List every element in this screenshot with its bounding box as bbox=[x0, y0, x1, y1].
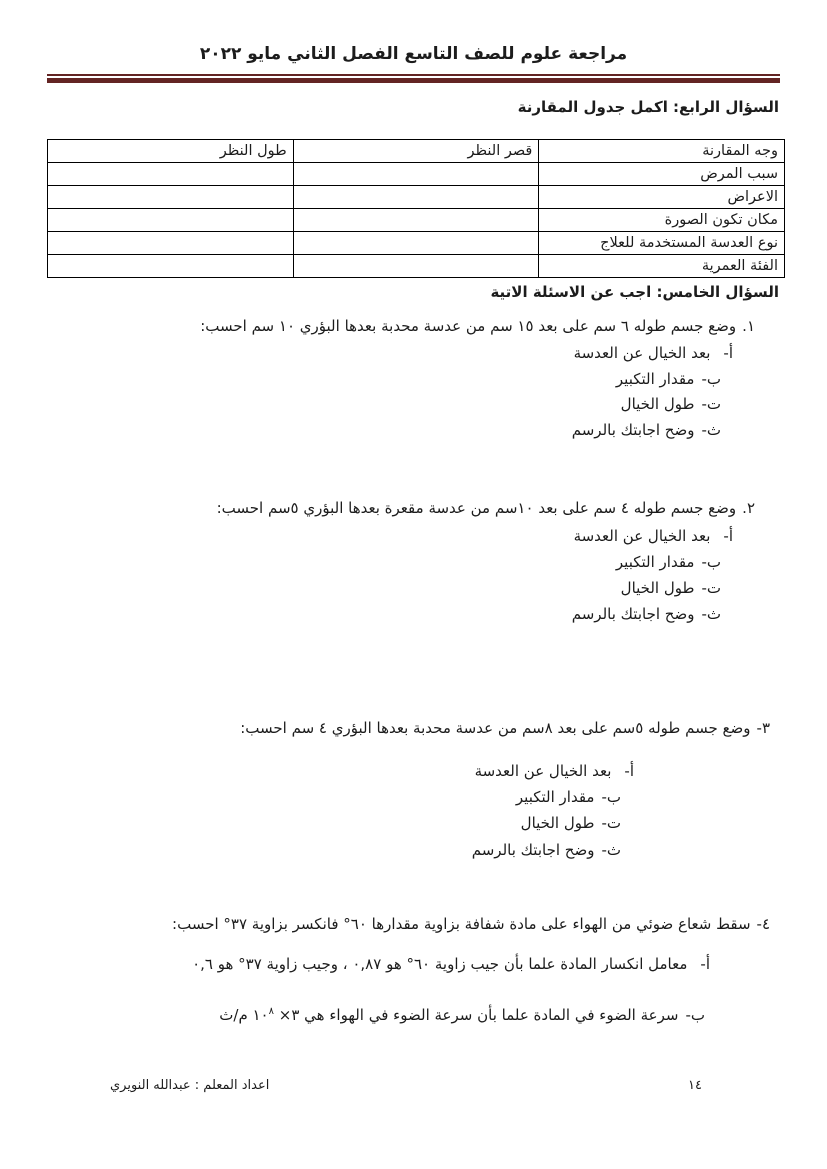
sub-text: طول الخيال bbox=[520, 814, 595, 832]
comparison-table bbox=[47, 139, 785, 278]
question-3 bbox=[240, 719, 770, 737]
sub-marker: ث- bbox=[601, 841, 621, 859]
sub-text: بعد الخيال عن العدسة bbox=[474, 762, 612, 780]
question-marker: ٣- bbox=[756, 719, 770, 737]
answer-cell bbox=[48, 255, 294, 278]
question-3-sub-d bbox=[472, 841, 621, 859]
answer-cell bbox=[48, 163, 294, 186]
sub-marker: ث- bbox=[701, 421, 721, 439]
sub-marker: أ- bbox=[723, 344, 733, 362]
divider-thick-line bbox=[47, 78, 780, 83]
row-label-cell: الاعراض bbox=[539, 186, 785, 209]
sub-marker: ب- bbox=[701, 553, 721, 571]
sub-text: بعد الخيال عن العدسة bbox=[573, 527, 711, 545]
sub-marker: ب- bbox=[685, 1006, 705, 1024]
table-row bbox=[48, 255, 785, 278]
sub-marker: أ- bbox=[624, 762, 634, 780]
answer-cell bbox=[48, 186, 294, 209]
question-3-sub-a bbox=[475, 762, 634, 780]
answer-cell bbox=[293, 163, 539, 186]
question-3-sub-c bbox=[521, 814, 621, 832]
sub-text: وضح اجابتك بالرسم bbox=[571, 421, 695, 439]
answer-cell bbox=[48, 209, 294, 232]
sub-text: مقدار التكبير bbox=[615, 553, 695, 571]
table-header-row bbox=[48, 140, 785, 163]
row-label-cell: مكان تكون الصورة bbox=[539, 209, 785, 232]
question-2-sub-b bbox=[616, 553, 721, 571]
sub-marker: ت- bbox=[701, 395, 721, 413]
question-text: سقط شعاع ضوئي من الهواء على مادة شفافة بزاوية مقدارها ٦٠° فانكسر بزاوية ٣٧° احسب: bbox=[172, 915, 751, 933]
header-cell-aspect: وجه المقارنة bbox=[539, 140, 785, 163]
row-label-cell: سبب المرض bbox=[539, 163, 785, 186]
question-4-sub-a bbox=[192, 955, 710, 973]
sub-text: بعد الخيال عن العدسة bbox=[573, 344, 711, 362]
sub-text: سرعة الضوء في المادة علما بأن سرعة الضوء في الهواء هي ٣× ١٠ bbox=[252, 1006, 679, 1024]
row-label-cell: الفئة العمرية bbox=[539, 255, 785, 278]
answer-cell bbox=[293, 232, 539, 255]
question-text: وضع جسم طوله ٦ سم على بعد ١٥ سم من عدسة محدبة بعدها البؤري ١٠ سم احسب: bbox=[200, 317, 737, 335]
section5-heading: السؤال الخامس: اجب عن الاسئلة الاتية bbox=[490, 283, 779, 301]
sub-text-unit: م/ث bbox=[219, 1006, 253, 1024]
question-1-sub-a bbox=[574, 344, 733, 362]
question-marker: ١. bbox=[742, 317, 755, 335]
sub-text: مقدار التكبير bbox=[515, 788, 595, 806]
question-2 bbox=[217, 499, 755, 517]
question-marker: ٢. bbox=[742, 499, 755, 517]
header-cell-farsight: طول النظر bbox=[48, 140, 294, 163]
question-marker: ٤- bbox=[756, 915, 770, 933]
row-label-cell: نوع العدسة المستخدمة للعلاج bbox=[539, 232, 785, 255]
footer-prepared-by: اعداد المعلم : عبدالله النويري bbox=[110, 1078, 270, 1093]
header-cell-nearsight: قصر النظر bbox=[293, 140, 539, 163]
question-4-sub-b bbox=[219, 1006, 705, 1024]
question-text: وضع جسم طوله ٥سم على بعد ٨سم من عدسة محدبة بعدها البؤري ٤ سم احسب: bbox=[240, 719, 751, 737]
sub-text: وضح اجابتك بالرسم bbox=[471, 841, 595, 859]
answer-cell bbox=[293, 255, 539, 278]
answer-cell bbox=[48, 232, 294, 255]
answer-cell bbox=[293, 186, 539, 209]
question-2-sub-a bbox=[574, 527, 733, 545]
sub-marker: ب- bbox=[601, 788, 621, 806]
table-row bbox=[48, 232, 785, 255]
question-2-sub-c bbox=[621, 579, 721, 597]
question-3-sub-b bbox=[516, 788, 621, 806]
question-1-sub-d bbox=[572, 421, 721, 439]
sub-marker: أ- bbox=[700, 955, 710, 973]
question-4 bbox=[172, 915, 770, 933]
sub-marker: أ- bbox=[723, 527, 733, 545]
table-row bbox=[48, 209, 785, 232]
sub-marker: ت- bbox=[701, 579, 721, 597]
table-row bbox=[48, 186, 785, 209]
section4-heading: السؤال الرابع: اكمل جدول المقارنة bbox=[517, 98, 779, 116]
sub-marker: ب- bbox=[701, 370, 721, 388]
sub-marker: ت- bbox=[601, 814, 621, 832]
superscript-exponent: ٨ bbox=[268, 1006, 274, 1017]
thick-thin-divider bbox=[47, 74, 780, 83]
page-title: مراجعة علوم للصف التاسع الفصل الثاني مايو ٢٠٢٢ bbox=[199, 44, 628, 64]
sub-text: معامل انكسار المادة علما بأن جيب زاوية ٦٠° هو ٠,٨٧ ، وجيب زاوية ٣٧° هو ٠,٦ bbox=[192, 955, 688, 973]
question-1-sub-b bbox=[616, 370, 721, 388]
table-row bbox=[48, 163, 785, 186]
question-1-sub-c bbox=[621, 395, 721, 413]
sub-text: وضح اجابتك بالرسم bbox=[571, 605, 695, 623]
sub-text: مقدار التكبير bbox=[615, 370, 695, 388]
sub-text: طول الخيال bbox=[620, 579, 695, 597]
question-text: وضع جسم طوله ٤ سم على بعد ١٠سم من عدسة مقعرة بعدها البؤري ٥سم احسب: bbox=[216, 499, 737, 517]
question-1 bbox=[200, 317, 755, 335]
question-2-sub-d bbox=[572, 605, 721, 623]
sub-text: طول الخيال bbox=[620, 395, 695, 413]
sub-marker: ث- bbox=[701, 605, 721, 623]
answer-cell bbox=[293, 209, 539, 232]
footer-page-number: ١٤ bbox=[688, 1078, 702, 1093]
